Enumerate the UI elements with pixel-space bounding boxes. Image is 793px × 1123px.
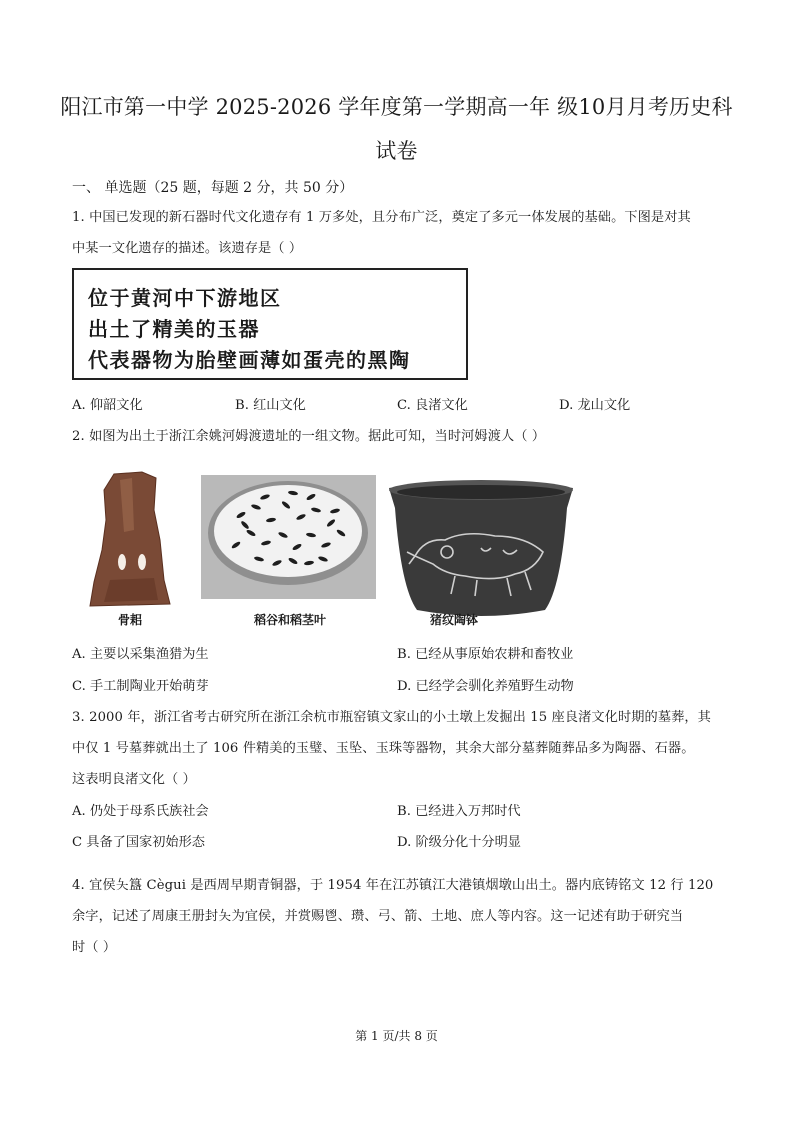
section-heading: 一、 单选题（25 题，每题 2 分，共 50 分） (72, 180, 354, 196)
q1-stem-line2: 中某一文化遗存的描述。该遗存是（ ） (72, 241, 303, 256)
q1-box-line: 出土了精美的玉器 (88, 317, 260, 341)
q1-option-b[interactable]: B. 红山文化 (235, 398, 306, 413)
q3-option-a[interactable]: A. 仍处于母系氏族社会 (72, 804, 209, 819)
bone-spade-image (84, 470, 176, 610)
q1-option-d[interactable]: D. 龙山文化 (559, 398, 631, 413)
rice-grains-image (201, 475, 376, 599)
q1-stem-line1: 1. 中国已发现的新石器时代文化遗存有 1 万多处，且分布广泛，奠定了多元一体发展的基础。下图是对其 (72, 210, 691, 225)
q2-option-c[interactable]: C. 手工制陶业开始萌芽 (72, 679, 209, 694)
q2-option-a[interactable]: A. 主要以采集渔猎为生 (72, 647, 209, 662)
q4-stem-line1: 4. 宜侯夨簋 Cègui 是西周早期青铜器，于 1954 年在江苏镇江大港镇烟墩山出土。器内底铸铭文 12 行 120 (72, 878, 714, 893)
q3-option-d[interactable]: D. 阶级分化十分明显 (397, 835, 521, 850)
q3-option-c[interactable]: C 具备了国家初始形态 (72, 835, 205, 850)
q4-stem-line2: 余字，记述了周康王册封夨为宜侯，并赏赐鬯、瓒、弓、箭、土地、庶人等内容。这一记述有助于研究当 (72, 909, 684, 924)
caption-rice: 稻谷和稻茎叶 (253, 613, 326, 627)
q3-stem-line2: 中仅 1 号墓葬就出土了 106 件精美的玉璧、玉坠、玉珠等器物，其余大部分墓葬随葬品多为陶器、石器。 (72, 741, 695, 756)
q1-option-a[interactable]: A. 仰韶文化 (72, 398, 143, 413)
pig-pottery-bowl-image (385, 478, 577, 620)
q3-stem-line1: 3. 2000 年，浙江省考古研究所在浙江余杭市瓶窑镇文家山的小土墩上发掘出 15 座良渚文化时期的墓葬，其 (72, 710, 711, 725)
page-title: 阳江市第一中学 2025-2026 学年度第一学期高一年 级10月月考历史科 (60, 95, 733, 119)
q3-stem-line3: 这表明良渚文化（ ） (72, 772, 196, 787)
caption-bone-spade: 骨耜 (117, 613, 142, 627)
page-footer: 第 1 页/共 8 页 (355, 1029, 438, 1043)
page-title-line2: 试卷 (375, 139, 418, 163)
q2-stem: 2. 如图为出土于浙江余姚河姆渡遗址的一组文物。据此可知，当时河姆渡人（ ） (72, 429, 546, 444)
q1-box-line: 代表器物为胎壁画薄如蛋壳的黑陶 (88, 348, 411, 372)
q2-option-b[interactable]: B. 已经从事原始农耕和畜牧业 (397, 647, 574, 662)
q1-box-line: 位于黄河中下游地区 (88, 286, 282, 310)
q3-option-b[interactable]: B. 已经进入万邦时代 (397, 804, 521, 819)
q4-stem-line3: 时（ ） (72, 940, 117, 955)
q2-option-d[interactable]: D. 已经学会驯化养殖野生动物 (397, 679, 574, 694)
q1-option-c[interactable]: C. 良渚文化 (397, 398, 468, 413)
caption-pig-bowl: 猪纹陶钵 (429, 613, 478, 627)
q1-description-box (72, 268, 468, 380)
